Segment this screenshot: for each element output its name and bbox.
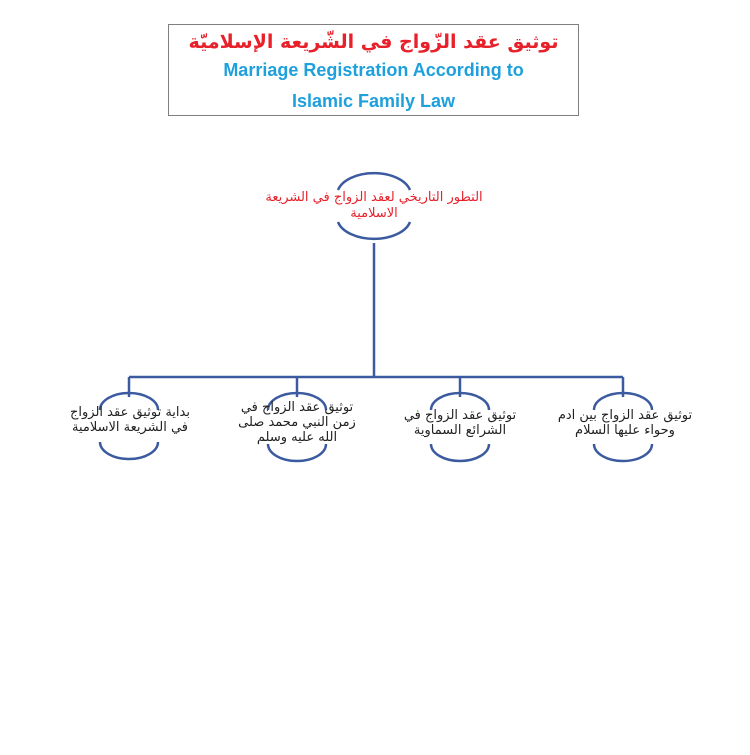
child-node-1-label: بداية توثيق عقد الزواج في الشريعة الاسلامية [70, 405, 190, 435]
child-node-2-bottom-arc [268, 444, 326, 461]
root-node-top-arc [338, 173, 410, 190]
child-node-1-bottom-arc [100, 442, 158, 459]
child-node-3-bottom-arc [431, 444, 489, 461]
title-arabic: توثيق عقد الزّواج في الشّريعة الإسلاميّة [188, 31, 559, 53]
root-node-label: التطور التاريخي لعقد الزواج في الشريعة الاسلامية [265, 190, 483, 221]
child-node-3-label: توثيق عقد الزواج في الشرائع السماوية [403, 408, 517, 438]
root-node-bottom-arc [338, 222, 410, 239]
title-english-line1: Marriage Registration According to [223, 60, 524, 80]
child-node-2-label: توثيق عقد الزواج في زمن النبي محمد صلى الله عليه وسلم [238, 400, 356, 445]
child-node-4-bottom-arc [594, 444, 652, 461]
title-english-line2: Islamic Family Law [291, 91, 456, 111]
child-node-4-label: توثيق عقد الزواج بين ادم وحواء عليها السلام [557, 408, 693, 438]
